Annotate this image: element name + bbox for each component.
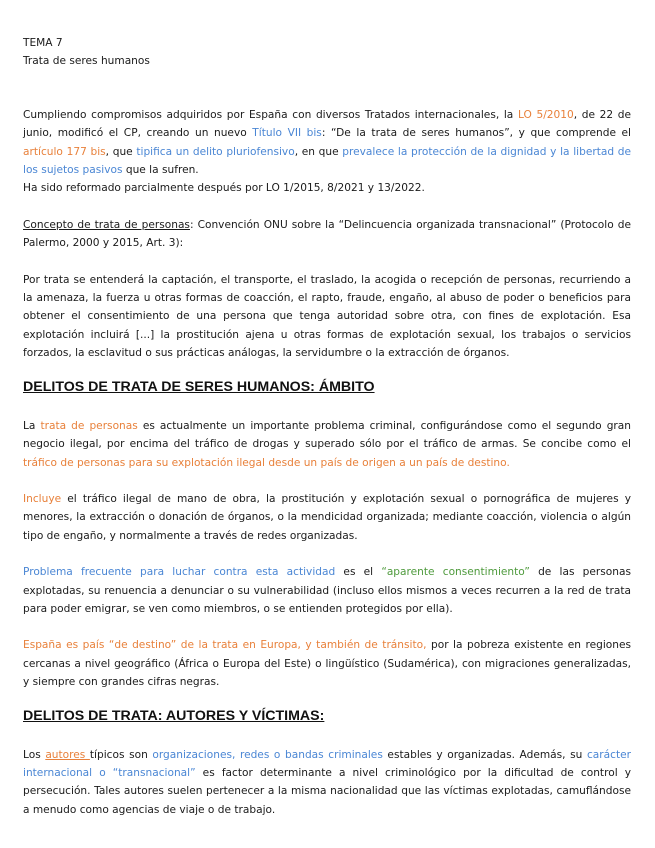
- autores-highlight: autores: [45, 748, 90, 761]
- concepto-label: Concepto de trata de personas: [23, 218, 190, 231]
- document-subtitle: Trata de seres humanos: [23, 55, 150, 68]
- tipifica-highlight: tipifica un delito pluriofensivo: [136, 145, 295, 158]
- tema-label: TEMA 7: [23, 37, 63, 49]
- ambito-paragraph-1: La trata de personas es actualmente un importante problema criminal, configurándose como el segundo gran negocio ilegal, por encima del tráfico de drogas y superado sólo por el tráfico de armas. Se concibe como el tráfico de personas para su explotación ilegal desde un país de origen a un país de destino.: [23, 419, 631, 469]
- reform-note: Ha sido reformado parcialmente después por LO 1/2015, 8/2021 y 13/2022.: [23, 182, 425, 195]
- autores-paragraph: Los autores típicos son organizaciones, redes o bandas criminales estables y organizadas. Además, su carácter internacional o “transnacional” es factor determinante a nivel criminológico por la dificultad de control y persecución. Tales autores suelen pertenecer a la misma nacionalidad que las víctimas explotadas, camuflándose a menudo como agencias de viaje o de trabajo.: [23, 748, 632, 816]
- aparente-highlight: “aparente consentimiento”: [381, 566, 530, 579]
- problema-highlight: Problema frecuente para luchar contra esta actividad: [23, 566, 336, 579]
- trafico-highlight: tráfico de personas para su explotación ilegal desde un país de origen a un país de destino.: [23, 456, 510, 469]
- titulo-reference: Título VII bis: [252, 127, 322, 140]
- espana-highlight: España es país “de destino” de la trata en Europa, y también de tránsito,: [23, 639, 427, 652]
- intro-paragraph: Cumpliendo compromisos adquiridos por España con diversos Tratados internacionales, la LO 5/2010, de 22 de junio, modificó el CP, creando un nuevo Título VII bis: “De la trata de seres humanos”, y que comprende el artículo 177 bis, que tipifica un delito pluriofensivo, en que prevalece la protección de la dignidad y la libertad de los sujetos pasivos que la sufren.: [23, 108, 632, 177]
- lo-reference: LO 5/2010: [517, 108, 574, 121]
- articulo-reference: artículo 177 bis: [23, 145, 106, 158]
- concepto-paragraph: Concepto de trata de personas: Convención ONU sobre la “Delincuencia organizada transnacional” (Protocolo de Palermo, 2000 y 2015, Art. 3):: [23, 218, 632, 250]
- trata-highlight: trata de personas: [40, 419, 138, 432]
- ambito-paragraph-2: Incluye el tráfico ilegal de mano de obra, la prostitución y explotación sexual o pornográfica de mujeres y menores, la extracción o donación de órganos, o la mendicidad organizada; mediante coacción, violencia o algún tipo de engaño, y normalmente a través de redes organizadas.: [23, 492, 631, 542]
- caracter-highlight: carácter internacional o “transnacional”: [23, 748, 631, 779]
- section-heading-autores: DELITOS DE TRATA: AUTORES Y VÍCTIMAS:: [23, 707, 325, 724]
- organizaciones-highlight: organizaciones, redes o bandas criminales: [152, 748, 383, 761]
- ambito-paragraph-3: Problema frecuente para luchar contra esta actividad es el “aparente consentimiento” de las personas explotadas, su renuencia a denunciar o su vulnerabilidad (incluso ellos mismos a veces recurren a la red de trata para poder emigrar, se ven como miembros, o se entienden protegidos por ella).: [23, 566, 632, 615]
- section-heading-ambito: DELITOS DE TRATA DE SERES HUMANOS: ÁMBITO: [23, 378, 375, 395]
- prevalece-highlight: prevalece la protección de la dignidad y la libertad de los sujetos pasivos: [23, 145, 631, 177]
- incluye-highlight: Incluye: [23, 492, 62, 505]
- ambito-paragraph-4: España es país “de destino” de la trata en Europa, y también de tránsito, por la pobreza existente en regiones cercanas a nivel geográfico (África o Europa del Este) o lingüístico (Sudamérica), con migraciones generalizadas, y siempre con grandes cifras negras.: [23, 639, 632, 689]
- definition-paragraph: Por trata se entenderá la captación, el transporte, el traslado, la acogida o recepción de personas, recurriendo a la amenaza, la fuerza u otras formas de coacción, el rapto, fraude, engaño, al abuso de poder o beneficios para obtener el consentimiento de una persona que tenga autoridad sobre otra, con fines de explotación. Esa explotación incluirá [...] la prostitución ajena u otras formas de explotación sexual, los trabajos o servicios forzados, la esclavitud o sus prácticas análogas, la servidumbre o la extracción de órganos.: [23, 273, 631, 360]
